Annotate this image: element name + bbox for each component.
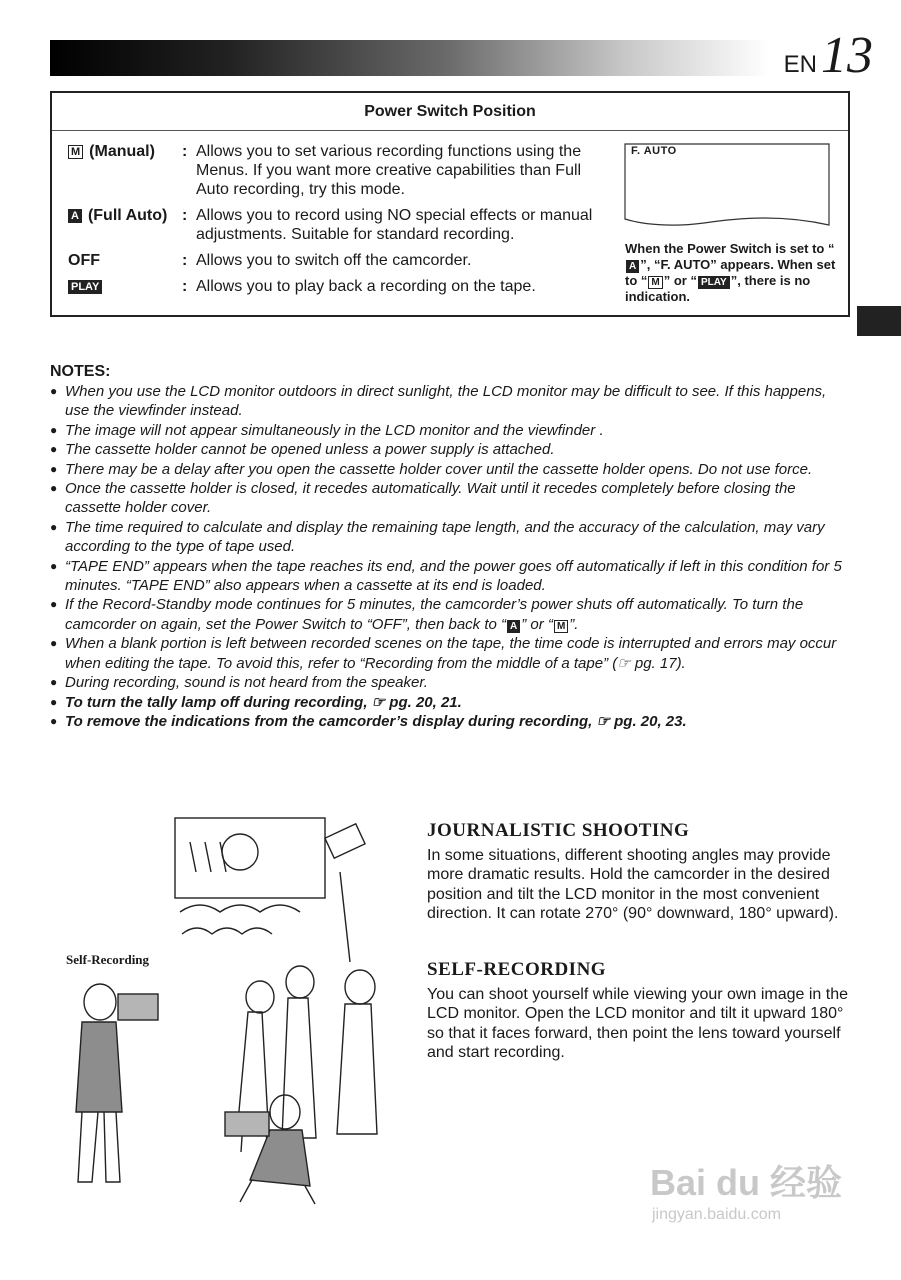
bullet-icon: ● — [50, 597, 58, 612]
journalistic-shooting-section — [427, 820, 857, 924]
manual-mode-icon: M — [68, 145, 83, 159]
notes-heading: NOTES: — [50, 363, 111, 380]
notes-section — [50, 362, 850, 731]
power-switch-title: Power Switch Position — [52, 93, 848, 131]
list-item: ● The cassette holder cannot be opened unless a power supply is attached. — [50, 441, 555, 459]
list-item: ● If the Record-Standby mode continues for 5 minutes, the camcorder’s power shuts off automatically. To turn the camcorder on again, set the Power Switch to “OFF”, then back to “ A ” or “ M ”. — [50, 596, 804, 633]
list-item: ● There may be a delay after you open the cassette holder cover until the cassette holder opens. Do not use force. — [50, 460, 813, 478]
display-f-auto-label: F. AUTO — [631, 145, 677, 157]
bullet-icon: ● — [50, 481, 58, 496]
list-item: ● Once the cassette holder is closed, it recedes automatically. Wait until it recedes completely before closing the cassette holder cover. — [50, 480, 796, 517]
watermark-logo-text: Bai du 经验 — [650, 1162, 843, 1203]
play-mode-icon: PLAY — [68, 280, 102, 294]
display-caption: When the Power Switch is set to “A ”, “F. AUTO” appears. When set to “ M ” or “ PLAY ”, there is no indication. — [625, 241, 836, 304]
manual-mode-icon: M — [554, 620, 568, 633]
mode-label: (Manual) — [89, 143, 155, 160]
baidu-watermark — [650, 1155, 842, 1224]
bullet-icon: ● — [50, 636, 58, 651]
full-auto-mode-icon: A — [507, 620, 520, 633]
bullet-icon: ● — [50, 713, 58, 728]
list-item: ● When you use the LCD monitor outdoors in direct sunlight, the LCD monitor may be difficult to see. If this happens, use the viewfinder instead. — [50, 383, 827, 420]
bullet-icon: ● — [50, 694, 58, 709]
bullet-icon: ● — [50, 675, 58, 690]
journalistic-shooting-illustration — [60, 812, 400, 1212]
mode-description: Allows you to switch off the camcorder. — [196, 252, 472, 269]
mode-description: Allows you to set various recording functions using the Menus. If you want more creative capabilities than Full Auto recording, try this mode. — [196, 143, 582, 198]
section-body: You can shoot yourself while viewing your own image in the LCD monitor. Open the LCD monitor and tilt it upward 180° so that it faces forward, then point the lens toward yourself and start recording. — [427, 986, 848, 1062]
list-item: ● When a blank portion is left between recorded scenes on the tape, the time code is interrupted and errors may occur when editing the tape. To avoid this, refer to “Recording from the middle of a tape” (☞ pg. 17). — [50, 635, 837, 672]
bullet-icon: ● — [50, 384, 58, 398]
bullet-icon: ● — [50, 461, 58, 476]
section-heading: SELF-RECORDING — [427, 959, 607, 980]
mode-label: OFF — [68, 252, 100, 269]
list-item: ● The time required to calculate and display the remaining tape length, and the accuracy of the calculation, may vary according to the type of tape used. — [50, 518, 825, 556]
full-auto-mode-icon: A — [626, 260, 639, 273]
list-item: ● To remove the indications from the camcorder’s display during recording, ☞ pg. 20, 23. — [50, 712, 687, 730]
section-heading: JOURNALISTIC SHOOTING — [427, 820, 690, 841]
bullet-icon: ● — [50, 442, 58, 457]
list-item: ● “TAPE END” appears when the tape reaches its end, and the power goes off automatically if left in this condition for 5 minutes. “TAPE END” also appears when a cassette at its end is loaded. — [50, 557, 842, 595]
language-code: EN — [783, 51, 817, 78]
section-tab-marker — [857, 306, 901, 336]
header-gradient-bar — [50, 40, 770, 76]
self-recording-label: Self-Recording — [66, 952, 150, 967]
full-auto-mode-icon: A — [68, 209, 82, 223]
power-switch-table: Power Switch Position M (Manual) : Allows you to set various recording functions using the Menus. If you want more creative capabilities than Full Auto recording, try this mode. A (Full Auto) : Allows you to record using NO special effects or manual adjustments. Suitable for standard recording. OFF : Allows you to switch off the camcorder. PLAY : Allows you to play back a recording on the tape. F. AUTO When the Power Switch is set to “A ”, “F. AUTO” appears. When set to “ M ” or “ PLAY ”, there is no indication. — [50, 91, 850, 317]
notes-list — [50, 382, 850, 731]
bullet-icon: ● — [50, 519, 58, 534]
page-number-value: 13 — [821, 27, 873, 84]
self-recording-section — [427, 959, 857, 1063]
page-number — [783, 27, 873, 84]
list-item: ● The image will not appear simultaneously in the LCD monitor and the viewfinder . — [50, 421, 604, 439]
play-mode-icon: PLAY — [698, 276, 730, 289]
mode-description: Allows you to play back a recording on the tape. — [196, 278, 536, 295]
watermark-url: jingyan.baidu.com — [652, 1206, 781, 1223]
bullet-icon: ● — [50, 422, 58, 437]
list-item: ● During recording, sound is not heard from the speaker. — [50, 674, 428, 692]
manual-mode-icon: M — [648, 276, 662, 289]
bullet-icon: ● — [50, 558, 58, 573]
section-body: In some situations, different shooting angles may provide more dramatic results. Hold the camcorder in the desired position and tilt the LCD monitor in the most convenient direction. It can rotate 270° (90° downward, 180° upward). — [427, 847, 839, 923]
mode-description: Allows you to record using NO special effects or manual adjustments. Suitable for standard recording. — [196, 207, 593, 243]
mode-label: (Full Auto) — [87, 207, 168, 224]
list-item: ● To turn the tally lamp off during recording, ☞ pg. 20, 21. — [50, 693, 462, 711]
